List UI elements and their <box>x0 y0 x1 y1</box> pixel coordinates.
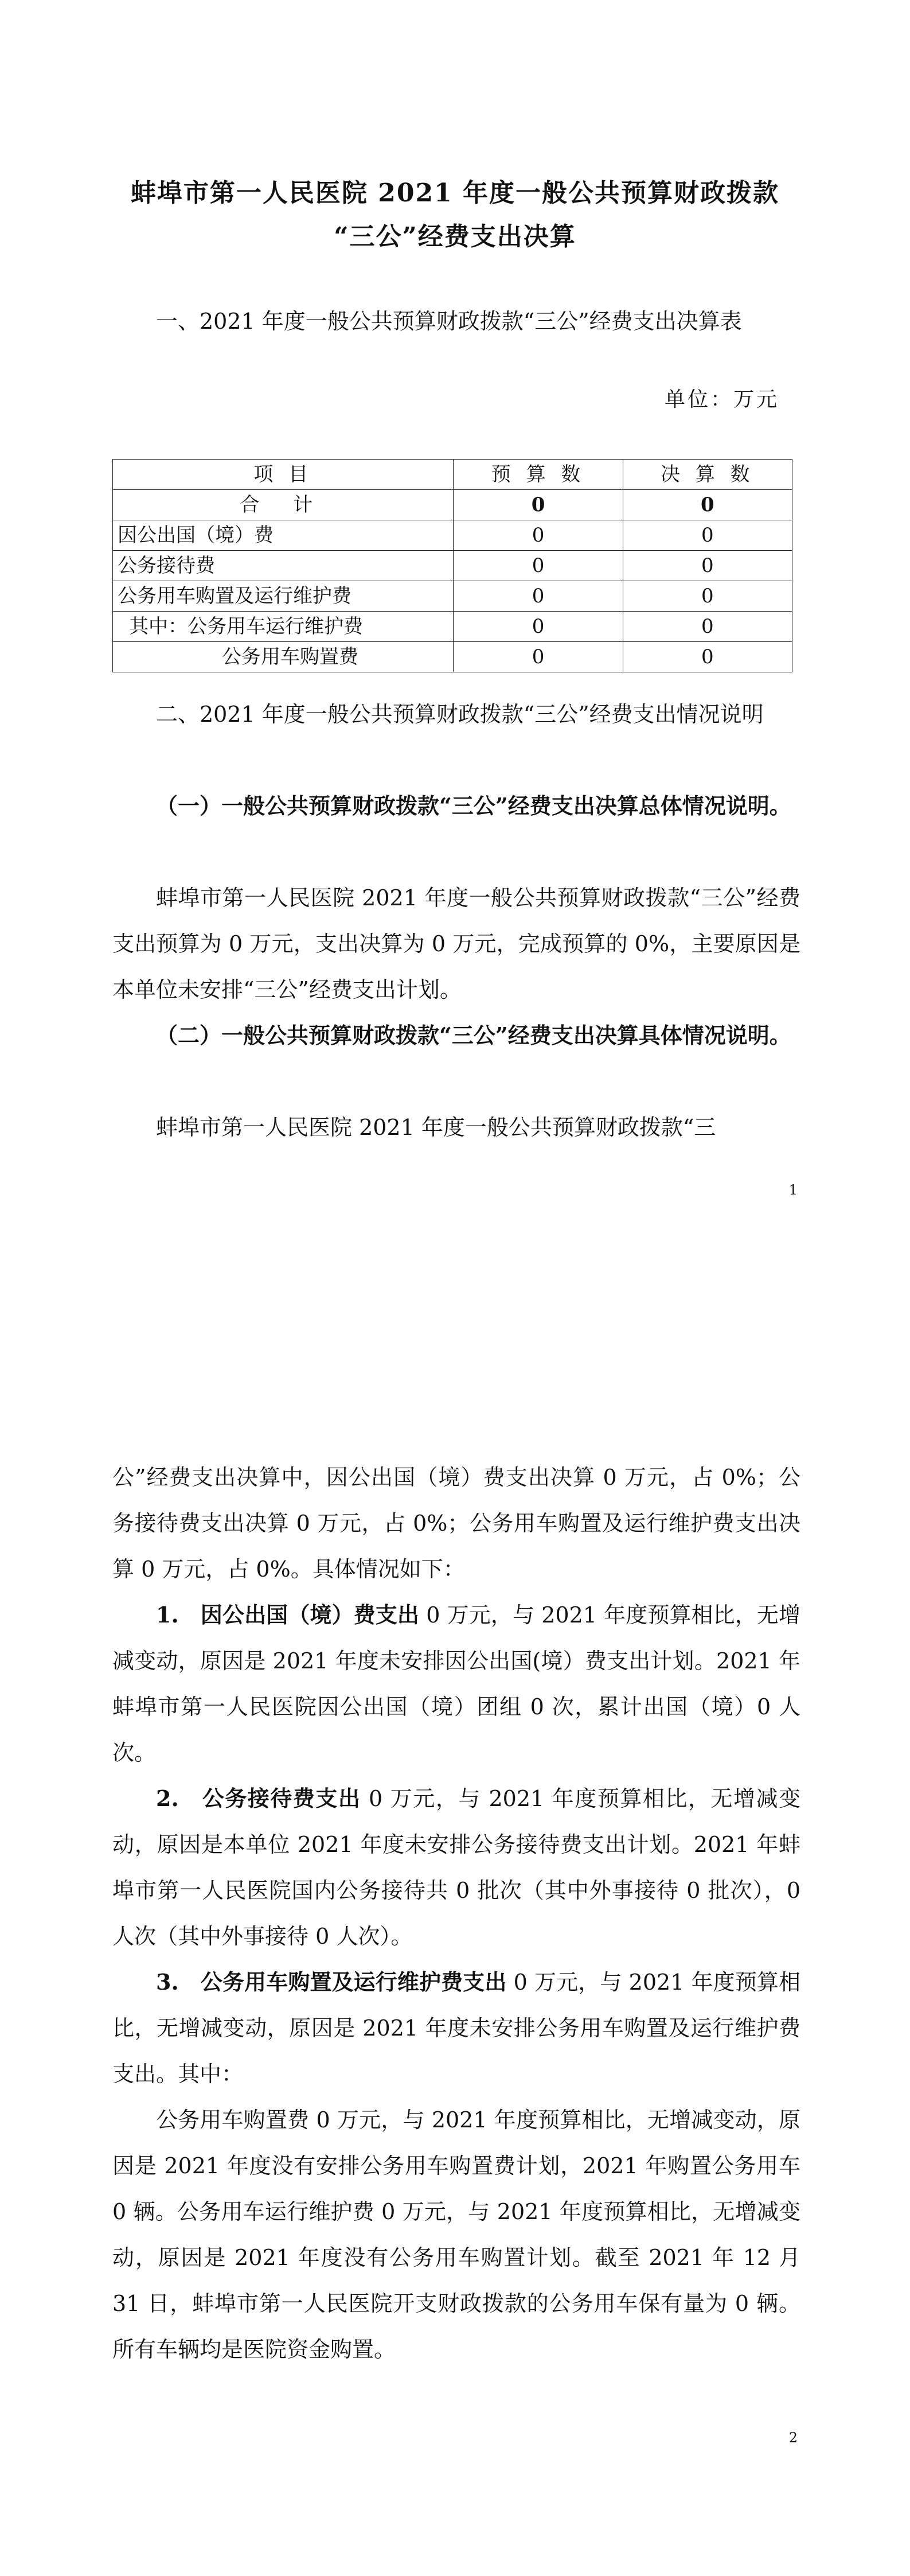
row-item: 公务接待费 <box>113 551 454 581</box>
row-item: 其中：公务用车运行维护费 <box>113 612 454 642</box>
header-item: 项 目 <box>113 460 454 490</box>
page-title-line-2: “三公”经费支出决算 <box>334 222 576 251</box>
item-2-label: 2. 公务接待费支出 <box>156 1785 361 1811</box>
section2-sub2-text-cont: 公”经费支出决算中，因公出国（境）费支出决算 0 万元，占 0%；公务接待费支出决算 0 万元，占 0%；公务用车购置及运行维护费支出决算 0 万元，占 0%。具体情况如下： <box>112 1465 800 1582</box>
section2-sub1-text: 蚌埠市第一人民医院 2021 年度一般公共预算财政拨款“三公”经费支出预算为 0 万元，支出决算为 0 万元，完成预算的 0%，主要原因是本单位未安排“三公”经费支出计划。 <box>112 885 800 1002</box>
item-1-paragraph <box>112 1592 800 1776</box>
item-2-text: 0 万元，与 2021 年度预算相比，无增减变动，原因是本单位 2021 年度未安排公务接待费支出计划。2021 年蚌埠市第一人民医院国内公务接待共 0 批次（其中外事接待 0 批次），0 人次（其中外事接待 0 人次）。 <box>112 1786 801 1949</box>
page-title-line-1: 蚌埠市第一人民医院 2021 年度一般公共预算财政拨款 <box>130 178 780 208</box>
row-final: 0 <box>623 490 792 520</box>
page-2 <box>0 1288 910 2576</box>
section2-sub1-heading: （一）一般公共预算财政拨款“三公”经费支出决算总体情况说明。 <box>156 793 791 819</box>
item-1-text: 0 万元，与 2021 年度预算相比，无增减变动，原因是 2021 年度未安排因公出国(境）费支出计划。2021 年蚌埠市第一人民医院因公出国（境）团组 0 次，累计出国（境）0 人次。 <box>112 1602 801 1765</box>
table-row <box>113 551 792 581</box>
page-number-1: 1 <box>788 1182 798 1198</box>
item-3-detail: 公务用车购置费 0 万元，与 2021 年度预算相比，无增减变动，原因是 2021 年度没有安排公务用车购置费计划，2021 年购置公务用车 0 辆。公务用车运行维护费 0 万元，与 2021 年度预算相比，无增减变动，原因是 2021 年度没有公务用车购置计划。截至 2021 年 12 月 31 日，蚌埠市第一人民医院开支财政拨款的公务用车保有量为 0 辆。所有车辆均是医院资金购置。 <box>112 2107 800 2362</box>
row-budget: 0 <box>454 551 623 581</box>
row-budget: 0 <box>454 642 623 672</box>
section2-sub2-text-start: 蚌埠市第一人民医院 2021 年度一般公共预算财政拨款“三 <box>156 1115 716 1140</box>
header-budget: 预 算 数 <box>454 460 623 490</box>
row-budget: 0 <box>454 490 623 520</box>
header-final: 决 算 数 <box>623 460 792 490</box>
row-budget: 0 <box>454 520 623 551</box>
row-final: 0 <box>623 520 792 551</box>
table-row-total <box>113 490 792 520</box>
row-item: 合 计 <box>113 490 454 520</box>
item-3-label: 3. 公务用车购置及运行维护费支出 <box>156 1969 507 1995</box>
row-final: 0 <box>623 612 792 642</box>
row-item: 因公出国（境）费 <box>113 520 454 551</box>
section2-heading: 二、2021 年度一般公共预算财政拨款“三公”经费支出情况说明 <box>156 702 764 727</box>
table-row <box>113 612 792 642</box>
row-budget: 0 <box>454 581 623 612</box>
table-header-row <box>113 460 792 490</box>
row-item: 公务用车购置费 <box>113 642 454 672</box>
item-3-text: 0 万元，与 2021 年度预算相比，无增减变动，原因是 2021 年度未安排公务用车购置及运行维护费支出。其中： <box>112 1970 801 2087</box>
unit-label: 单位：万元 <box>664 388 779 411</box>
budget-table <box>112 459 792 672</box>
page-number-2: 2 <box>788 2430 798 2446</box>
section1-heading: 一、2021 年度一般公共预算财政拨款“三公”经费支出决算表 <box>156 309 742 334</box>
item-2-paragraph <box>112 1776 800 1959</box>
row-item: 公务用车购置及运行维护费 <box>113 581 454 612</box>
table-row <box>113 642 792 672</box>
table-row <box>113 520 792 551</box>
row-final: 0 <box>623 551 792 581</box>
table-row <box>113 581 792 612</box>
item-3-paragraph <box>112 1959 800 2097</box>
section2-sub2-heading: （二）一般公共预算财政拨款“三公”经费支出决算具体情况说明。 <box>156 1022 791 1048</box>
row-final: 0 <box>623 581 792 612</box>
row-budget: 0 <box>454 612 623 642</box>
item-1-label: 1. 因公出国（境）费支出 <box>156 1602 420 1628</box>
row-final: 0 <box>623 642 792 672</box>
